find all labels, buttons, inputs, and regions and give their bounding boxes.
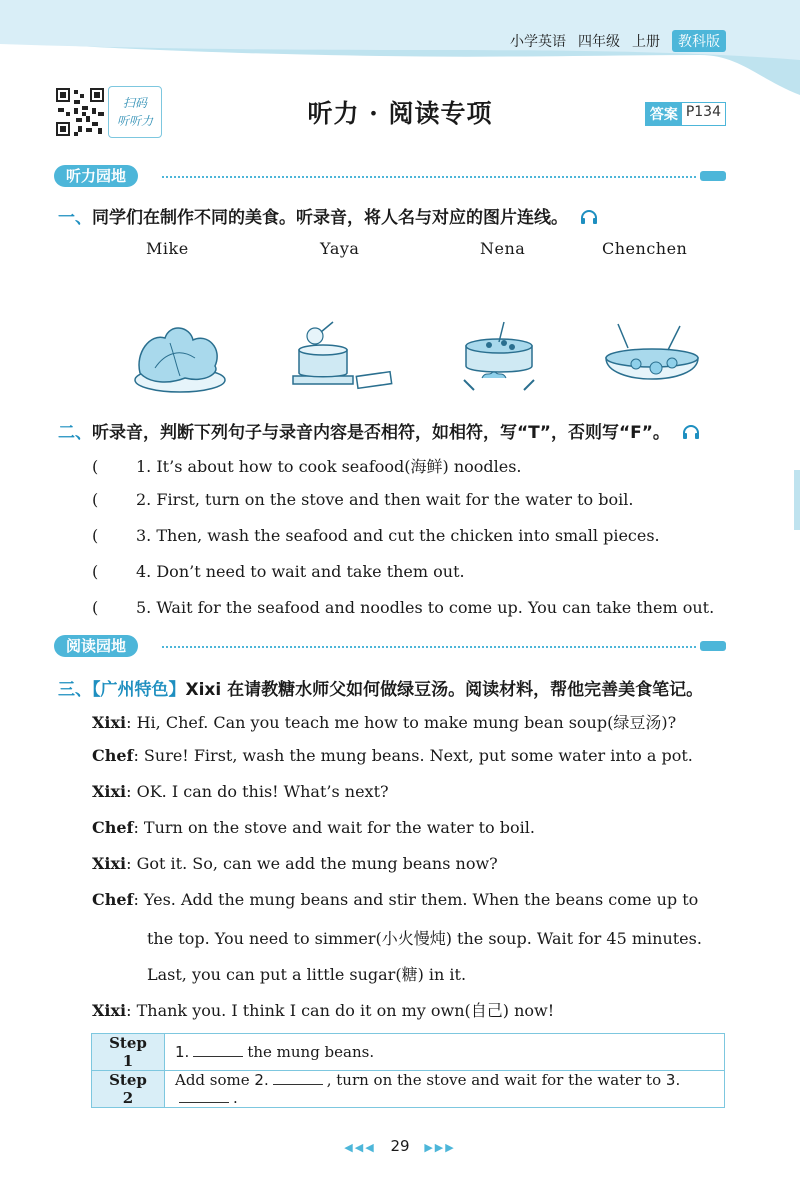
answer-page: P134 — [685, 104, 721, 120]
dialogue-text: Thank you. I think I can do it on my own(自己) now! — [136, 1001, 555, 1020]
answer-blank[interactable] — [179, 1102, 229, 1103]
section-banner-listening — [54, 165, 726, 187]
dialogue-line: Chef: Sure! First, wash the mung beans. Next, put some water into a pot. — [92, 746, 693, 765]
answer-blank[interactable]: ( — [92, 490, 99, 509]
question-number: 三、 — [58, 680, 92, 700]
dialogue-line: Xixi: Got it. So, can we add the mung beans now? — [92, 854, 498, 873]
section-label-reading: 阅读园地 — [54, 635, 138, 657]
edition-badge: 教科版 — [672, 30, 726, 52]
answer-blank[interactable] — [193, 1056, 243, 1057]
tf-text: 3. Then, wash the seafood and cut the chicken into small pieces. — [136, 526, 660, 545]
page-footer — [0, 1137, 800, 1155]
section-banner-reading — [54, 635, 726, 657]
dialogue-line: Xixi: Thank you. I think I can do it on my own(自己) now! — [92, 1001, 555, 1020]
question-tag: 【广州特色】 — [92, 680, 186, 700]
headphones-icon[interactable] — [580, 209, 598, 225]
name-nena: Nena — [480, 239, 526, 258]
question-number: 二、 — [58, 423, 92, 443]
step-label: Step 1 — [92, 1034, 165, 1071]
step-text: Add some — [175, 1071, 250, 1089]
step-content — [165, 1071, 725, 1108]
question-text: 同学们在制作不同的美食。听录音，将人名与对应的图片连线。 — [92, 208, 568, 228]
dialogue-text: OK. I can do this! What’s next? — [136, 782, 389, 801]
dialogue-continuation: the top. You need to simmer(小火慢炖) the soup. Wait for 45 minutes. — [147, 929, 702, 948]
food-notes-table — [91, 1033, 725, 1108]
question-number: 一、 — [58, 208, 92, 228]
table-row — [92, 1034, 725, 1071]
question-text: Xixi 在请教糖水师父如何做绿豆汤。阅读材料，帮他完善美食笔记。 — [185, 680, 704, 700]
speaker: Chef — [92, 818, 134, 837]
dialogue-line: Chef: Turn on the stove and wait for the water to boil. — [92, 818, 535, 837]
answer-label: 答案 — [646, 103, 682, 125]
subject-label: 小学英语 — [510, 34, 566, 50]
speaker: Xixi — [92, 713, 127, 732]
step-content — [165, 1034, 725, 1071]
dotted-divider — [162, 176, 696, 178]
pen-icon — [700, 171, 726, 181]
edge-tab-decoration — [794, 470, 800, 530]
dialogue-text: Turn on the stove and wait for the water to boil. — [143, 818, 535, 837]
qr-label-line1: 扫码 — [122, 96, 147, 110]
step-text: , turn on the stove and wait for the water to — [326, 1071, 662, 1089]
dialogue-line: Xixi: OK. I can do this! What’s next? — [92, 782, 389, 801]
page-title: 听力 · 阅读专项 — [307, 99, 493, 128]
tf-text: 1. It’s about how to cook seafood(海鲜) noodles. — [136, 457, 522, 476]
step-text: the mung beans. — [247, 1043, 375, 1061]
dialogue-line: Xixi: Hi, Chef. Can you teach me how to make mung bean soup(绿豆汤)? — [92, 713, 677, 732]
answer-blank[interactable]: ( — [92, 457, 99, 476]
tf-text: 2. First, turn on the stove and then wait for the water to boil. — [136, 490, 634, 509]
headphones-icon[interactable] — [682, 424, 700, 440]
dotted-divider — [162, 646, 696, 648]
tf-item — [92, 526, 660, 545]
salad-bowl-picture — [598, 318, 708, 398]
header-info — [510, 30, 726, 52]
tf-item — [92, 490, 633, 509]
name-yaya: Yaya — [320, 239, 360, 258]
answer-blank[interactable] — [273, 1084, 323, 1085]
tf-text: 4. Don’t need to wait and take them out. — [136, 562, 465, 581]
question-1-heading — [58, 203, 598, 228]
tf-item — [92, 454, 522, 477]
qr-label-line2: 听听力 — [116, 114, 153, 128]
pot-boiling-picture — [444, 318, 554, 398]
speaker: Xixi — [92, 854, 127, 873]
speaker: Xixi — [92, 782, 127, 801]
answer-reference — [645, 102, 726, 126]
answer-blank[interactable]: ( — [92, 562, 99, 581]
page-number: 29 — [390, 1137, 410, 1155]
right-arrows-icon: ▶▶▶ — [424, 1141, 456, 1154]
blank-number: 1. — [175, 1043, 190, 1061]
section-label-listening: 听力园地 — [54, 165, 138, 187]
speaker: Chef — [92, 746, 134, 765]
dialogue-line: Chef: Yes. Add the mung beans and stir them. When the beans come up to — [92, 890, 699, 909]
tf-item — [92, 598, 714, 617]
tf-text: 5. Wait for the seafood and noodles to come up. You can take them out. — [136, 598, 715, 617]
question-text: 听录音，判断下列句子与录音内容是否相符，如相符，写“T”，否则写“F”。 — [92, 423, 670, 443]
dialogue-continuation: Last, you can put a little sugar(糖) in it. — [147, 965, 467, 984]
dialogue-text: Yes. Add the mung beans and stir them. When the beans come up to — [143, 890, 699, 909]
tf-item — [92, 562, 465, 581]
answer-blank[interactable]: ( — [92, 598, 99, 617]
step-label: Step 2 — [92, 1071, 165, 1108]
left-arrows-icon: ◀◀◀ — [344, 1141, 376, 1154]
grade-label: 四年级 — [578, 34, 620, 50]
answer-blank[interactable]: ( — [92, 526, 99, 545]
blank-number: 2. — [254, 1071, 269, 1089]
question-3-heading — [58, 675, 703, 700]
table-row — [92, 1071, 725, 1108]
name-chenchen: Chenchen — [602, 239, 688, 258]
dialogue-text: Got it. So, can we add the mung beans now? — [136, 854, 498, 873]
speaker: Chef — [92, 890, 134, 909]
dialogue-text: Sure! First, wash the mung beans. Next, put some water into a pot. — [143, 746, 693, 765]
question-2-heading — [58, 418, 700, 443]
speaker: Xixi — [92, 1001, 127, 1020]
name-mike: Mike — [146, 239, 189, 258]
dialogue-text: Hi, Chef. Can you teach me how to make mung bean soup(绿豆汤)? — [136, 713, 677, 732]
pot-on-stove-picture — [285, 318, 395, 398]
volume-label: 上册 — [632, 34, 660, 50]
pen-icon — [700, 641, 726, 651]
lettuce-picture — [125, 318, 235, 398]
blank-number: 3. — [665, 1071, 681, 1089]
step-text: . — [233, 1089, 238, 1107]
